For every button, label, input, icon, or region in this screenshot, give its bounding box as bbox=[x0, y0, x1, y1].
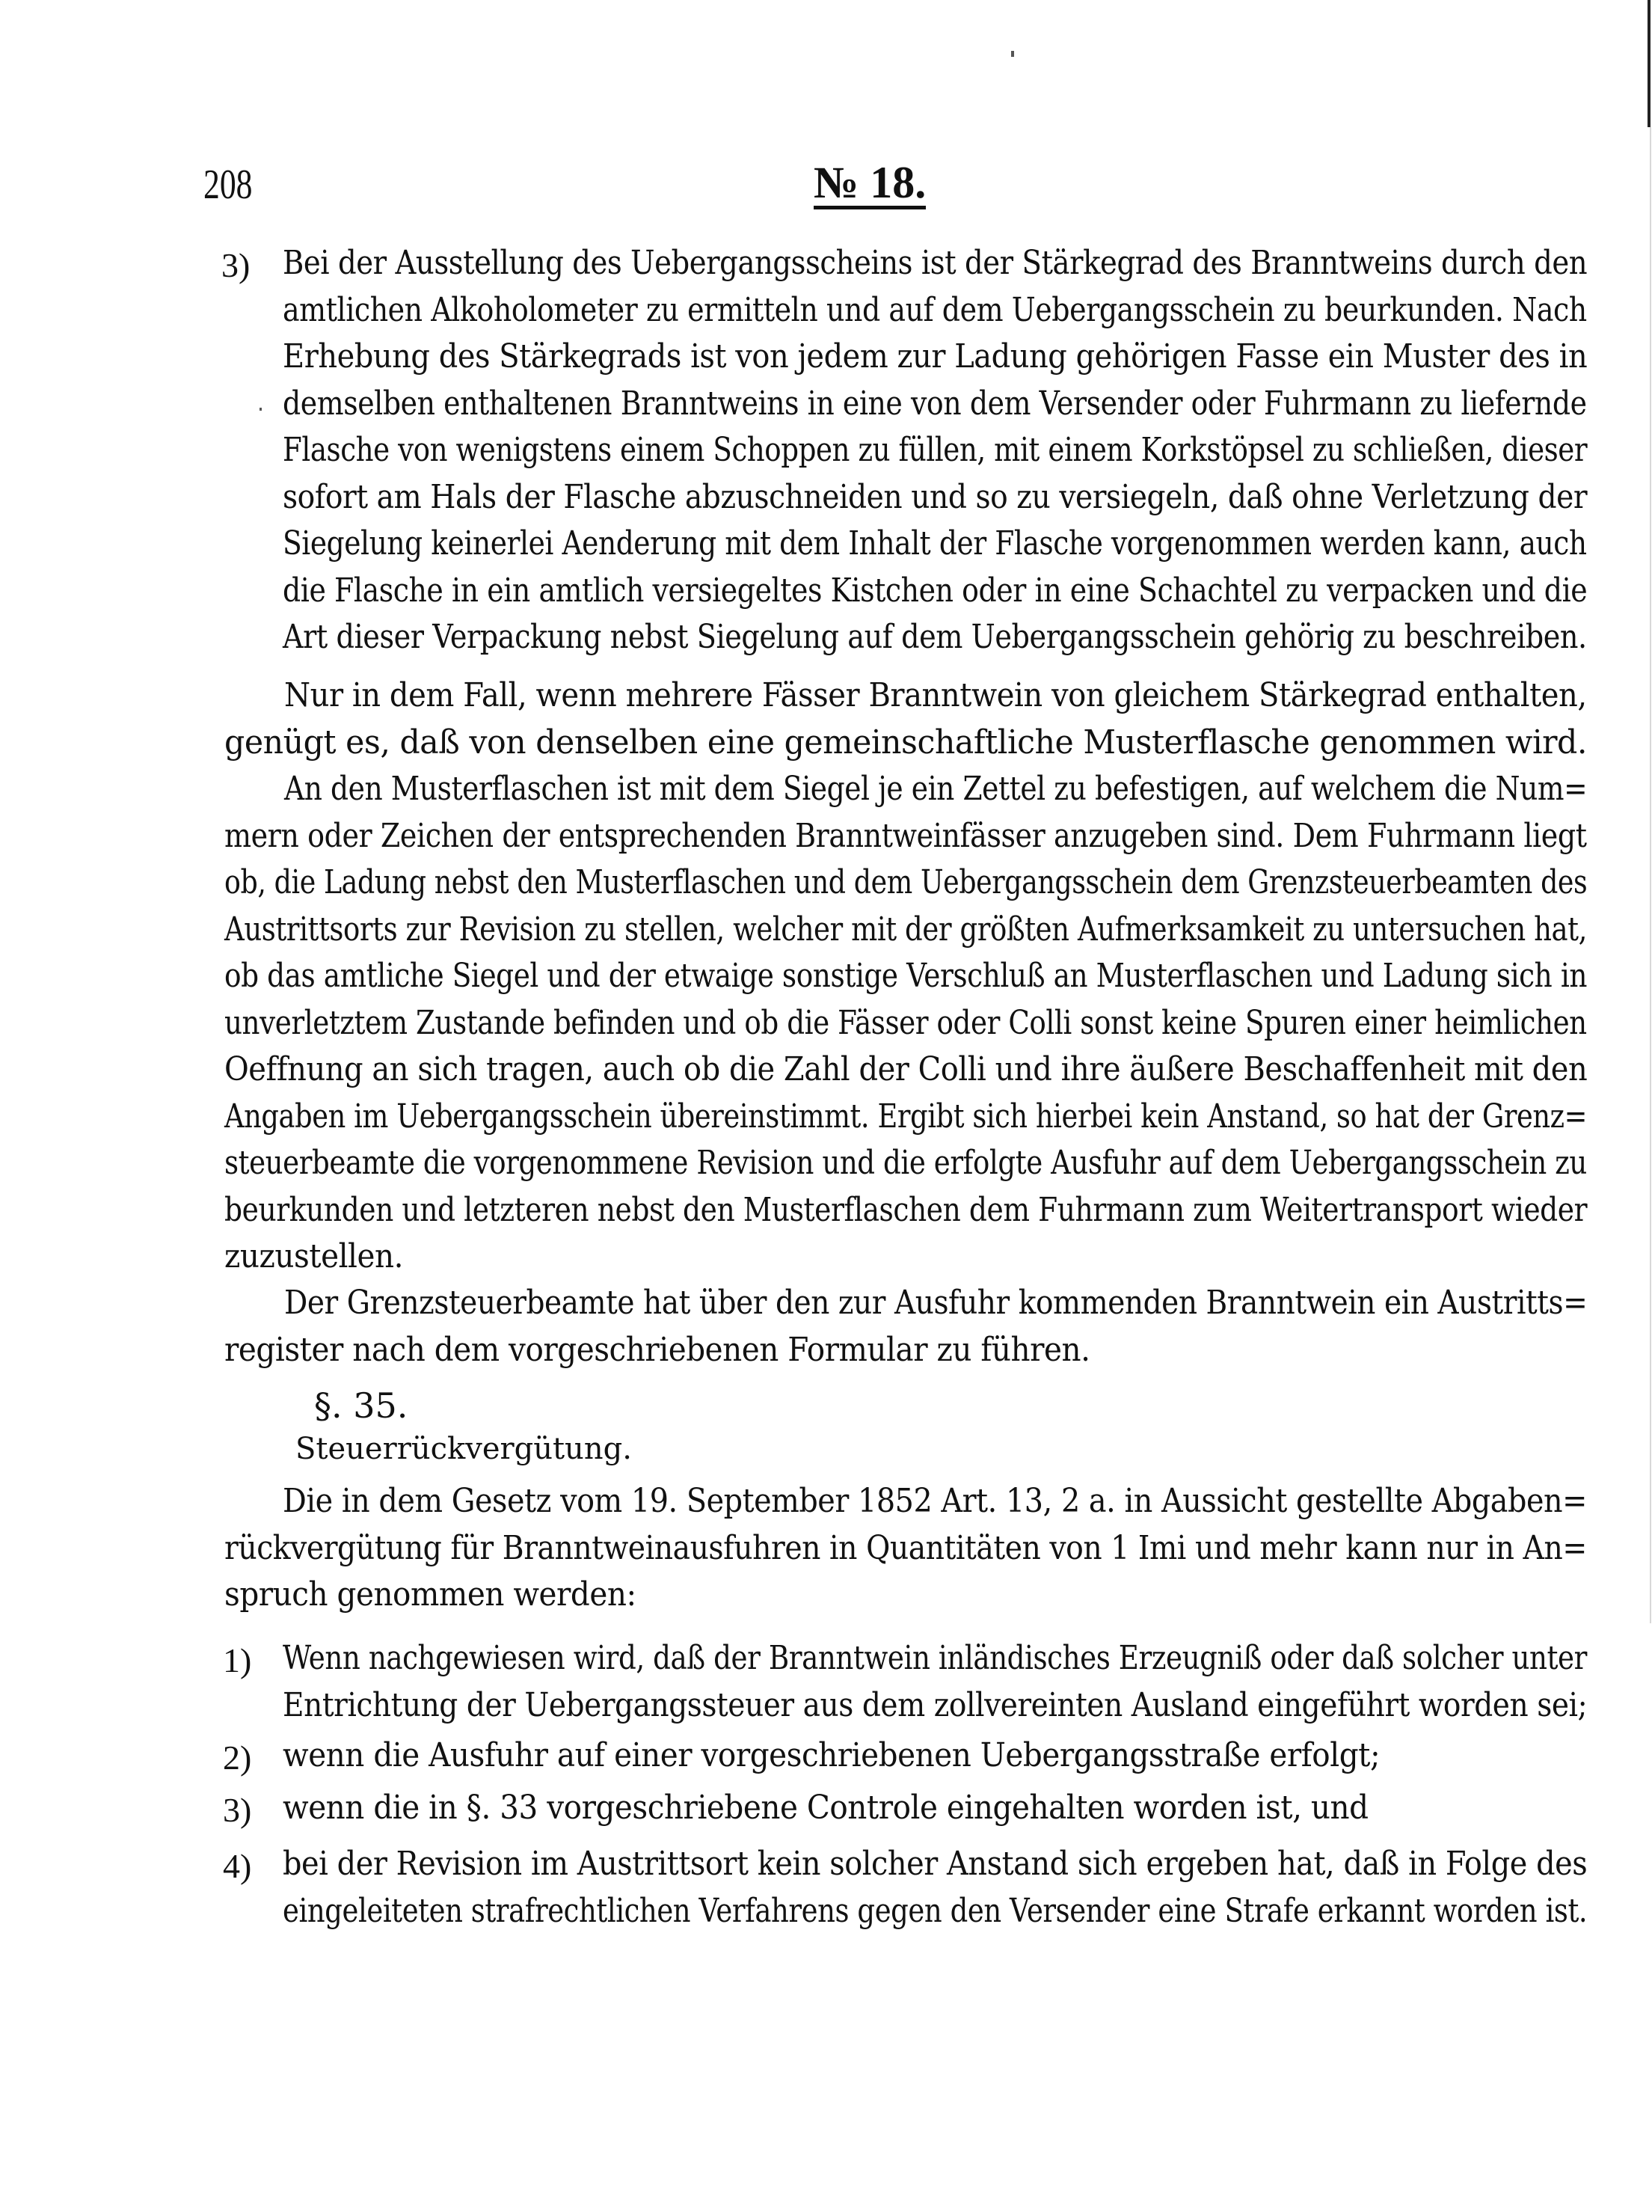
item-3-line: Siegelung keinerlei Aenderung mit dem Inhalt der Flasche vorgenommen werden kann, auch bbox=[283, 524, 1587, 563]
condition-line: eingeleiteten strafrechtlichen Verfahrens gegen den Versender eine Strafe erkannt worden ist. bbox=[283, 1891, 1588, 1930]
item-3-line: demselben enthaltenen Branntweins in eine von dem Versender oder Fuhrmann zu liefernde bbox=[283, 384, 1587, 423]
page-edge-border bbox=[1648, 0, 1651, 127]
item-number: 3) bbox=[221, 246, 251, 284]
condition-number: 4) bbox=[223, 1847, 252, 1885]
paragraph-line: Angaben im Uebergangsschein übereinstimmt. Ergibt sich hierbei kein Anstand, so hat der Grenz= bbox=[224, 1097, 1588, 1136]
paragraph-line: steuerbeamte die vorgenommene Revision und die erfolgte Ausfuhr auf dem Uebergangsschein zu bbox=[224, 1144, 1587, 1182]
item-3-line: Erhebung des Stärkegrads ist von jedem zur Ladung gehörigen Fasse ein Muster des in bbox=[283, 337, 1588, 376]
paragraph-line: Die in dem Gesetz vom 19. September 1852 Art. 13, 2 a. in Aussicht gestellte Abgaben= bbox=[283, 1482, 1587, 1520]
paragraph-line: zuzustellen. bbox=[224, 1237, 404, 1275]
paragraph-line: An den Musterflaschen ist mit dem Siegel je ein Zettel zu befestigen, auf welchem die Num= bbox=[284, 770, 1588, 808]
item-3-line: amtlichen Alkoholometer zu ermitteln und auf dem Uebergangsschein zu beurkunden. Nach bbox=[283, 290, 1587, 329]
condition-line: Wenn nachgewiesen wird, daß der Branntwein inländisches Erzeugniß oder daß solcher unter bbox=[283, 1639, 1587, 1677]
condition-number: 2) bbox=[223, 1738, 252, 1777]
item-3-line: Art dieser Verpackung nebst Siegelung auf dem Uebergangsschein gehörig zu beschreiben. bbox=[283, 618, 1587, 656]
scan-speck bbox=[1011, 51, 1014, 57]
item-3-line: Flasche von wenigstens einem Schoppen zu füllen, mit einem Korkstöpsel zu schließen, dieser bbox=[283, 431, 1588, 469]
item-3-line: die Flasche in ein amtlich versiegeltes Kistchen oder in eine Schachtel zu verpacken und die bbox=[283, 571, 1588, 610]
issue-number bbox=[814, 157, 926, 209]
condition-line: bei der Revision im Austrittsort kein solcher Anstand sich ergeben hat, daß in Folge des bbox=[283, 1845, 1588, 1883]
paragraph-line: genügt es, daß von denselben eine gemeinschaftliche Musterflasche genommen wird. bbox=[224, 723, 1587, 762]
paragraph-line: register nach dem vorgeschriebenen Formular zu führen. bbox=[224, 1330, 1090, 1369]
condition-number: 1) bbox=[223, 1641, 252, 1679]
issue-label: № 18. bbox=[814, 158, 927, 207]
condition-line: wenn die Ausfuhr auf einer vorgeschriebenen Uebergangsstraße erfolgt; bbox=[283, 1736, 1381, 1774]
page-edge-shadow bbox=[1650, 127, 1651, 1623]
page-number: 208 bbox=[203, 162, 253, 208]
scan-speck bbox=[260, 408, 262, 411]
paragraph-line: ob, die Ladung nebst den Musterflaschen und dem Uebergangsschein dem Grenzsteuerbeamten des bbox=[224, 863, 1588, 901]
paragraph-line: beurkunden und letzteren nebst den Musterflaschen dem Fuhrmann zum Weitertransport wieder bbox=[224, 1190, 1588, 1229]
paragraph-line: mern oder Zeichen der entsprechenden Branntweinfässer anzugeben sind. Dem Fuhrmann liegt bbox=[224, 816, 1587, 855]
paragraph-line: Nur in dem Fall, wenn mehrere Fässer Branntwein von gleichem Stärkegrad enthalten, bbox=[284, 676, 1587, 714]
paragraph-line: spruch genommen werden: bbox=[224, 1575, 636, 1614]
item-3-line: sofort am Hals der Flasche abzuschneiden und so zu versiegeln, daß ohne Verletzung der bbox=[283, 477, 1588, 516]
section-number: §. 35. bbox=[314, 1385, 408, 1426]
paragraph-line: unverletztem Zustande befinden und ob die Fässer oder Colli sonst keine Spuren einer heimlichen bbox=[224, 1003, 1587, 1042]
paragraph-line: ob das amtliche Siegel und der etwaige sonstige Verschluß an Musterflaschen und Ladung sich in bbox=[224, 957, 1588, 995]
paragraph-line: Der Grenzsteuerbeamte hat über den zur Ausfuhr kommenden Branntwein ein Austritts= bbox=[284, 1284, 1588, 1322]
condition-number: 3) bbox=[223, 1791, 252, 1829]
condition-line: wenn die in §. 33 vorgeschriebene Controle eingehalten worden ist, und bbox=[283, 1789, 1369, 1827]
condition-line: Entrichtung der Uebergangssteuer aus dem zollvereinten Ausland eingeführt worden sei; bbox=[283, 1685, 1588, 1724]
paragraph-line: rückvergütung für Branntweinausfuhren in Quantitäten von 1 Imi und mehr kann nur in An= bbox=[224, 1528, 1587, 1567]
paragraph-line: Oeffnung an sich tragen, auch ob die Zahl der Colli und ihre äußere Beschaffenheit mit den bbox=[224, 1050, 1588, 1088]
item-3-line: Bei der Ausstellung des Uebergangsscheins ist der Stärkegrad des Branntweins durch den bbox=[283, 244, 1588, 282]
paragraph-line: Austrittsorts zur Revision zu stellen, welcher mit der größten Aufmerksamkeit zu untersuchen hat, bbox=[224, 910, 1587, 949]
section-title: Steuerrückvergütung. bbox=[295, 1432, 632, 1466]
